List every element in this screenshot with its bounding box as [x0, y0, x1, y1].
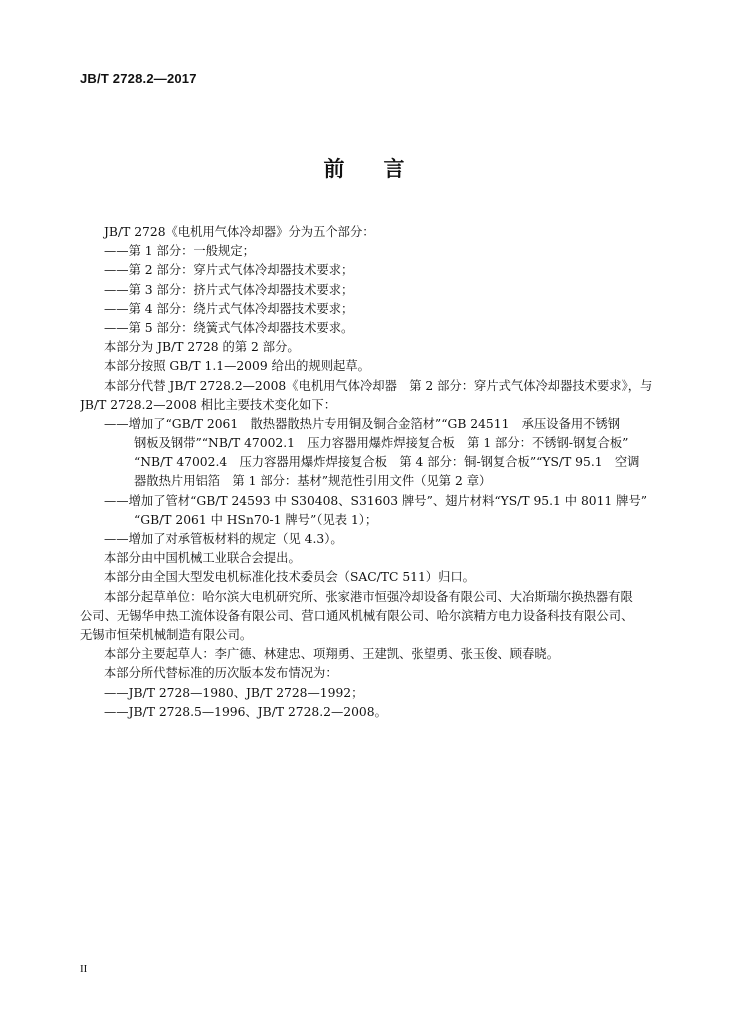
foreword-line: “GB/T 2061 中 HSn70-1 牌号”（见表 1）；: [134, 512, 378, 527]
foreword-line: JB/T 2728《电机用气体冷却器》分为五个部分：: [104, 225, 375, 239]
foreword-line: ——增加了管材“GB/T 24593 中 S30408、S31603 牌号”、翅片材料“YS/T 95.1 中 8011 牌号”: [104, 493, 648, 508]
foreword-line: 本部分由全国大型发电机标准化技术委员会（SAC/TC 511）归口。: [104, 570, 475, 585]
foreword-line: ——第 1 部分：一般规定；: [104, 244, 255, 259]
foreword-line: 本部分所代替标准的历次版本发布情况为：: [104, 666, 338, 681]
foreword-line: 本部分由中国机械工业联合会提出。: [104, 551, 301, 566]
foreword-line: 本部分为 JB/T 2728 的第 2 部分。: [104, 340, 300, 355]
foreword-body: [80, 223, 660, 722]
foreword-line: ——JB/T 2728—1980、JB/T 2728—1992；: [104, 685, 364, 700]
foreword-line: 本部分代替 JB/T 2728.2—2008《电机用气体冷却器 第 2 部分：穿片式气体冷却器技术要求》，与: [104, 378, 653, 393]
foreword-line: 本部分起草单位：哈尔滨大电机研究所、张家港市恒强冷却设备有限公司、大冶斯瑞尔换热器有限: [104, 589, 633, 604]
foreword-line: 本部分主要起草人：李广德、林建忠、项翔勇、王建凯、张望勇、张玉俊、顾春晓。: [104, 647, 559, 662]
foreword-line: “NB/T 47002.4 压力容器用爆炸焊接复合板 第 4 部分：铜-钢复合板”“YS/T 95.1 空调: [134, 455, 640, 470]
foreword-line: ——JB/T 2728.5—1996、JB/T 2728.2—2008。: [104, 704, 387, 719]
page-number: II: [80, 963, 88, 975]
foreword-line: JB/T 2728.2—2008 相比主要技术变化如下：: [80, 397, 337, 412]
foreword-line: ——第 5 部分：绕簧式气体冷却器技术要求。: [104, 320, 354, 335]
foreword-line: ——第 4 部分：绕片式气体冷却器技术要求；: [104, 301, 354, 316]
foreword-line: ——第 3 部分：挤片式气体冷却器技术要求；: [104, 282, 354, 297]
foreword-line: ——第 2 部分：穿片式气体冷却器技术要求；: [104, 263, 354, 278]
foreword-line: ——增加了“GB/T 2061 散热器散热片专用铜及铜合金箔材”“GB 24511 承压设备用不锈钢: [104, 416, 621, 431]
standard-code: JB/T 2728.2—2017: [80, 71, 197, 86]
foreword-line: 钢板及钢带”“NB/T 47002.1 压力容器用爆炸焊接复合板 第 1 部分：不锈钢-钢复合板”: [134, 436, 629, 451]
foreword-line: ——增加了对承管板材料的规定（见 4.3）。: [104, 532, 343, 546]
foreword-line: 器散热片用铝箔 第 1 部分：基材”规范性引用文件（见第 2 章）: [134, 474, 492, 489]
foreword-line: 无锡市恒荣机械制造有限公司。: [80, 627, 253, 642]
foreword-line: 公司、无锡华申热工流体设备有限公司、营口通风机械有限公司、哈尔滨精方电力设备科技有限公司、: [80, 608, 634, 623]
foreword-line: 本部分按照 GB/T 1.1—2009 给出的规则起草。: [104, 359, 370, 374]
page-title-part1: 前: [323, 157, 346, 181]
page-title-part2: 言: [383, 157, 406, 181]
page-title: [0, 153, 729, 183]
